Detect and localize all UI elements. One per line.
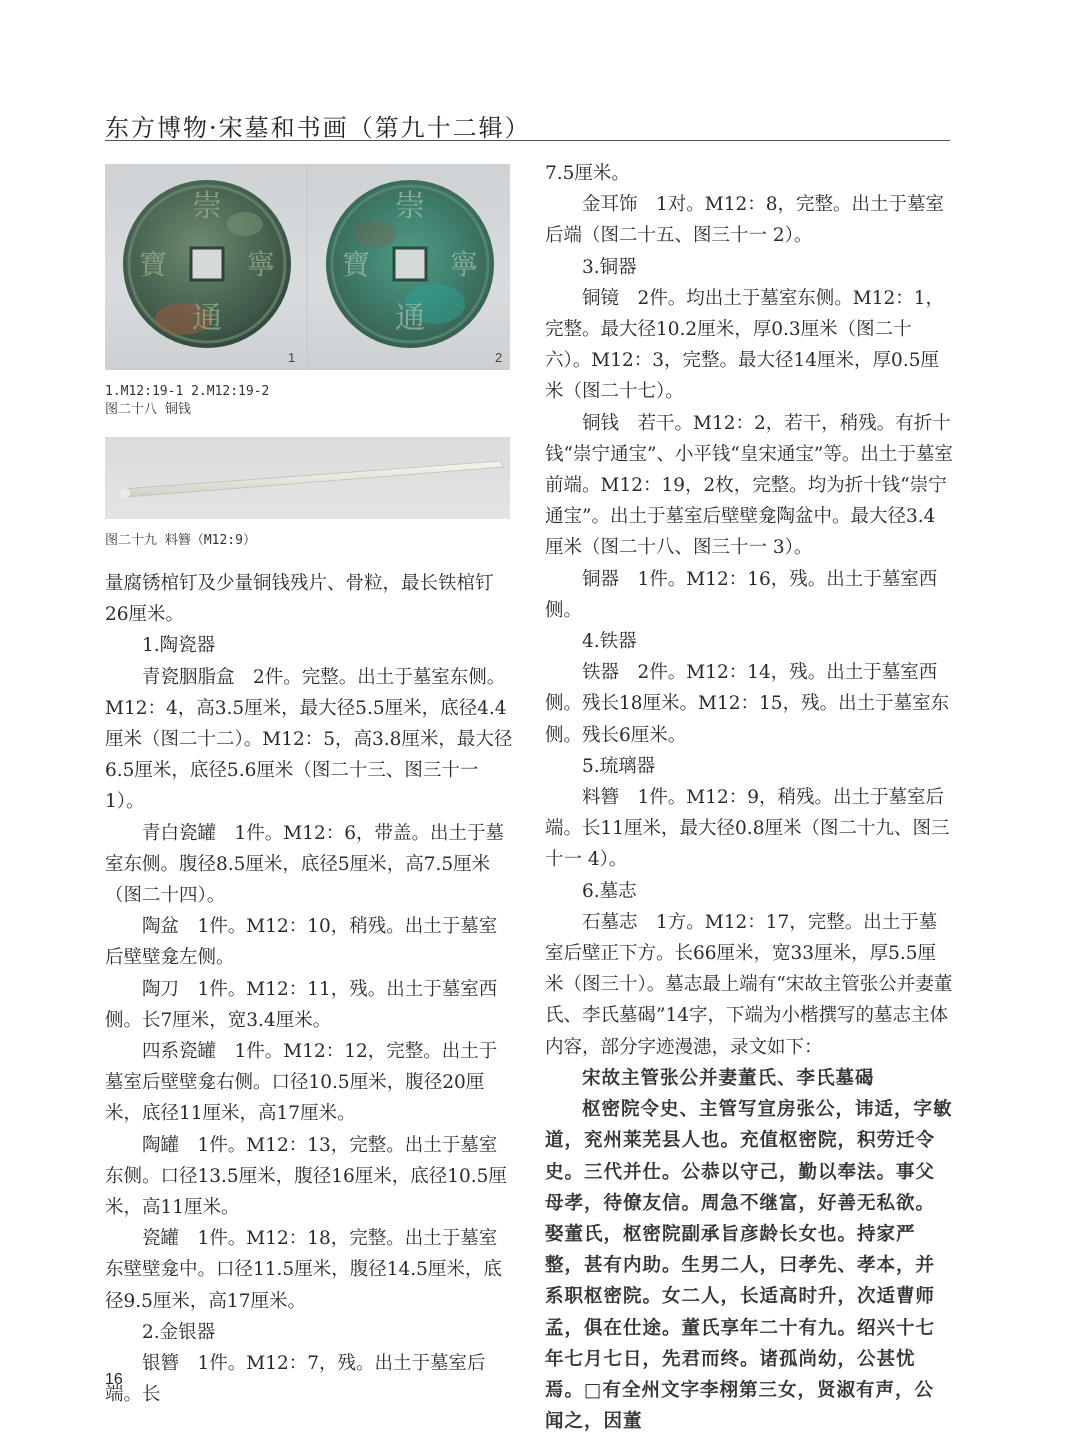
paragraph: 铜器 1件。M12：16，残。出土于墓室西侧。 — [545, 568, 938, 621]
coins-illustration — [105, 164, 510, 370]
paragraph: 陶盆 1件。M12：10，稍残。出土于墓室后壁壁龛左侧。 — [105, 916, 498, 969]
epitaph-body: 枢密院令史、主管写宣房张公，讳适，字敏道，兖州莱芜县人也。充值枢密院，积劳迁令史。三代并仕。公恭以守己，勤以奉法。事父母孝，待僚友信。周急不继富，好善无私欲。娶董氏，枢密院副承旨彦龄长女也。持家严整，甚有内助。生男二人，曰孝先、孝本，并系职枢密院。女二人，长适高时升，次适曹师孟，俱在仕途。董氏享年二十有九。绍兴十七年七月七日，先君而终。诸孤尚幼，公甚忧焉。□有全州文字李栩第三女，贤淑有声，公闻之，因董 — [545, 1099, 953, 1433]
paragraph: 铁器 2件。M12：14，残。出土于墓室西侧。残长18厘米。M12：15，残。出土于墓室东侧。残长6厘米。 — [545, 662, 950, 746]
figure-28-caption-ids: 1.M12:19-1 2.M12:19-2 — [105, 384, 270, 399]
paragraph: 料簪 1件。M12：9，稍残。出土于墓室后端。长11厘米，最大径0.8厘米（图二十九、图三十一 4）。 — [545, 787, 950, 871]
hairpin-illustration — [105, 437, 510, 519]
paragraph: 铜钱 若干。M12：2，若干，稍残。有折十钱“崇宁通宝”、小平钱“皇宋通宝”等。出土于墓室前端。M12：19，2枚，完整。均为折十钱“崇宁通宝”。出土于墓室后壁壁龛陶盆中。最大径3.4厘米（图二十八、图三十一 3）。 — [545, 412, 953, 559]
svg-text:寶: 寶 — [138, 248, 168, 281]
svg-text:寶: 寶 — [341, 248, 371, 281]
epitaph-title: 宋故主管张公并妻董氏、李氏墓碣 — [582, 1067, 875, 1089]
section-heading-ceramics: 1.陶瓷器 — [142, 635, 216, 657]
left-text-column — [105, 568, 513, 1410]
paragraph: 金耳饰 1对。M12：8，完整。出土于墓室后端（图二十五、图三十一 2）。 — [545, 194, 945, 247]
figure-28-caption-title: 图二十八 铜钱 — [105, 402, 191, 417]
svg-text:寧: 寧 — [449, 248, 479, 281]
svg-text:寧: 寧 — [246, 248, 276, 281]
svg-text:通: 通 — [395, 301, 425, 336]
coin-label-2: 2 — [495, 350, 503, 365]
paragraph: 瓷罐 1件。M12：18，完整。出土于墓室东壁壁龛中。口径11.5厘米，腹径14.5厘米，底径9.5厘米，高17厘米。 — [105, 1228, 502, 1312]
paragraph: 陶罐 1件。M12：13，完整。出土于墓室东侧。口径13.5厘米，腹径16厘米，底径10.5厘米，高11厘米。 — [105, 1134, 507, 1219]
figure-29-caption: 图二十九 料簪（M12:9） — [105, 533, 256, 548]
hairpin-photo — [105, 437, 510, 519]
figure-28-caption — [105, 383, 269, 419]
section-heading-glass: 5.琉璃器 — [582, 755, 656, 777]
coin-1 — [123, 180, 291, 348]
svg-text:通: 通 — [192, 301, 222, 336]
paragraph: 石墓志 1方。M12：17，完整。出土于墓室后壁正下方。长66厘米，宽33厘米，厚5.5厘米（图三十）。墓志最上端有“宋故主管张公并妻董氏、李氏墓碣”14字，下端为小楷撰写的墓志主体内容，部分字迹漫漶，录文如下： — [545, 911, 953, 1058]
paragraph: 银簪 1件。M12：7，残。出土于墓室后端。长 — [105, 1353, 486, 1406]
paragraph: 青瓷胭脂盒 2件。完整。出土于墓室东侧。M12：4，高3.5厘米，最大径5.5厘米，底径4.4厘米（图二十二）。M12：5，高3.8厘米，最大径6.5厘米，底径5.6厘米（图二十三、图三十一 1）。 — [105, 666, 513, 813]
paragraph: 量腐锈棺钉及少量铜钱残片、骨粒，最长铁棺钉26厘米。 — [105, 573, 494, 626]
running-header: 东方博物·宋墓和书画（第九十二辑） — [105, 114, 531, 142]
page-number: 16 — [105, 1371, 123, 1388]
coin-2 — [326, 180, 494, 348]
svg-text:崇: 崇 — [192, 189, 222, 224]
paragraph: 四系瓷罐 1件。M12：12，完整。出土于墓室后壁壁龛右侧。口径10.5厘米，腹径20厘米，底径11厘米，高17厘米。 — [105, 1041, 498, 1125]
paragraph: 陶刀 1件。M12：11，残。出土于墓室西侧。长7厘米，宽3.4厘米。 — [105, 978, 498, 1031]
section-heading-gold-silver: 2.金银器 — [142, 1321, 216, 1343]
svg-text:崇: 崇 — [395, 189, 425, 224]
coin-label-1: 1 — [288, 350, 296, 365]
section-heading-bronze: 3.铜器 — [582, 256, 637, 278]
paragraph: 7.5厘米。 — [545, 163, 630, 184]
paragraph: 铜镜 2件。均出土于墓室东侧。M12：1，完整。最大径10.2厘米，厚0.3厘米（图二十六）。M12：3，完整。最大径14厘米，厚0.5厘米（图二十七）。 — [545, 287, 945, 403]
header-rule — [105, 140, 950, 141]
coins-photo — [105, 164, 510, 370]
section-heading-epitaph: 6.墓志 — [582, 880, 637, 902]
paragraph: 青白瓷罐 1件。M12：6，带盖。出土于墓室东侧。腹径8.5厘米，底径5厘米，高7.5厘米（图二十四）。 — [105, 822, 505, 907]
section-heading-iron: 4.铁器 — [582, 631, 637, 653]
right-text-column — [545, 158, 953, 1437]
